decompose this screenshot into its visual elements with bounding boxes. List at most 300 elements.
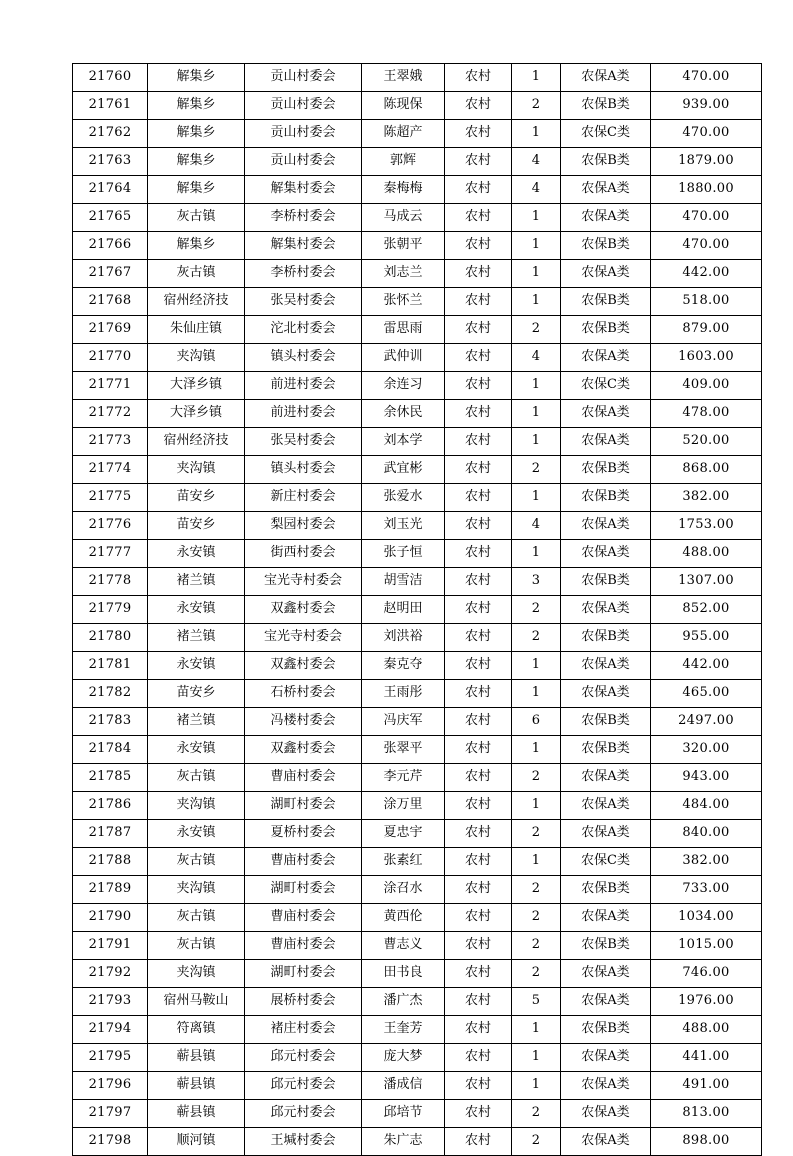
cell-town: 永安镇 bbox=[148, 596, 245, 624]
cell-village: 邱元村委会 bbox=[245, 1044, 362, 1072]
table-row bbox=[73, 344, 762, 372]
cell-type: 农村 bbox=[445, 596, 512, 624]
cell-count: 1 bbox=[512, 1044, 561, 1072]
cell-category: 农保A类 bbox=[561, 1128, 651, 1156]
cell-village: 湖町村委会 bbox=[245, 960, 362, 988]
cell-category: 农保B类 bbox=[561, 316, 651, 344]
cell-category: 农保A类 bbox=[561, 176, 651, 204]
cell-town: 宿州经济技 bbox=[148, 288, 245, 316]
table-row bbox=[73, 876, 762, 904]
cell-id: 21775 bbox=[73, 484, 148, 512]
cell-name: 张爱水 bbox=[362, 484, 445, 512]
cell-name: 武宜彬 bbox=[362, 456, 445, 484]
cell-category: 农保A类 bbox=[561, 652, 651, 680]
cell-name: 武仲训 bbox=[362, 344, 445, 372]
cell-category: 农保B类 bbox=[561, 932, 651, 960]
cell-category: 农保B类 bbox=[561, 288, 651, 316]
cell-amount: 470.00 bbox=[651, 120, 762, 148]
cell-name: 田书良 bbox=[362, 960, 445, 988]
cell-category: 农保B类 bbox=[561, 92, 651, 120]
cell-town: 苗安乡 bbox=[148, 680, 245, 708]
cell-count: 2 bbox=[512, 596, 561, 624]
subsidy-table bbox=[72, 63, 762, 1156]
cell-category: 农保A类 bbox=[561, 540, 651, 568]
cell-village: 解集村委会 bbox=[245, 176, 362, 204]
cell-village: 张吴村委会 bbox=[245, 288, 362, 316]
cell-town: 永安镇 bbox=[148, 736, 245, 764]
cell-category: 农保B类 bbox=[561, 708, 651, 736]
table-row bbox=[73, 792, 762, 820]
cell-village: 曹庙村委会 bbox=[245, 932, 362, 960]
cell-amount: 491.00 bbox=[651, 1072, 762, 1100]
cell-type: 农村 bbox=[445, 792, 512, 820]
cell-id: 21768 bbox=[73, 288, 148, 316]
cell-name: 涂召水 bbox=[362, 876, 445, 904]
cell-town: 苗安乡 bbox=[148, 484, 245, 512]
cell-count: 1 bbox=[512, 680, 561, 708]
cell-count: 1 bbox=[512, 288, 561, 316]
cell-type: 农村 bbox=[445, 876, 512, 904]
cell-type: 农村 bbox=[445, 652, 512, 680]
cell-village: 褚庄村委会 bbox=[245, 1016, 362, 1044]
cell-town: 夹沟镇 bbox=[148, 960, 245, 988]
cell-count: 2 bbox=[512, 960, 561, 988]
cell-name: 余连习 bbox=[362, 372, 445, 400]
cell-name: 秦克夺 bbox=[362, 652, 445, 680]
cell-village: 湖町村委会 bbox=[245, 792, 362, 820]
cell-type: 农村 bbox=[445, 64, 512, 92]
cell-category: 农保B类 bbox=[561, 148, 651, 176]
cell-town: 夹沟镇 bbox=[148, 344, 245, 372]
cell-type: 农村 bbox=[445, 484, 512, 512]
cell-amount: 868.00 bbox=[651, 456, 762, 484]
cell-category: 农保A类 bbox=[561, 344, 651, 372]
cell-category: 农保A类 bbox=[561, 1072, 651, 1100]
cell-amount: 1753.00 bbox=[651, 512, 762, 540]
cell-category: 农保A类 bbox=[561, 204, 651, 232]
cell-town: 宿州马鞍山 bbox=[148, 988, 245, 1016]
cell-town: 蕲县镇 bbox=[148, 1044, 245, 1072]
cell-category: 农保A类 bbox=[561, 64, 651, 92]
cell-name: 王雨彤 bbox=[362, 680, 445, 708]
cell-category: 农保A类 bbox=[561, 820, 651, 848]
cell-town: 夹沟镇 bbox=[148, 876, 245, 904]
cell-amount: 813.00 bbox=[651, 1100, 762, 1128]
cell-town: 解集乡 bbox=[148, 232, 245, 260]
cell-village: 贡山村委会 bbox=[245, 148, 362, 176]
cell-village: 镇头村委会 bbox=[245, 456, 362, 484]
cell-name: 夏忠宇 bbox=[362, 820, 445, 848]
cell-type: 农村 bbox=[445, 512, 512, 540]
cell-name: 陈超产 bbox=[362, 120, 445, 148]
table-row bbox=[73, 932, 762, 960]
cell-category: 农保B类 bbox=[561, 456, 651, 484]
table-row bbox=[73, 596, 762, 624]
cell-town: 解集乡 bbox=[148, 148, 245, 176]
cell-count: 4 bbox=[512, 176, 561, 204]
cell-name: 马成云 bbox=[362, 204, 445, 232]
cell-name: 张怀兰 bbox=[362, 288, 445, 316]
table-row bbox=[73, 848, 762, 876]
cell-count: 2 bbox=[512, 764, 561, 792]
cell-village: 解集村委会 bbox=[245, 232, 362, 260]
cell-town: 解集乡 bbox=[148, 120, 245, 148]
cell-count: 1 bbox=[512, 64, 561, 92]
cell-village: 双鑫村委会 bbox=[245, 596, 362, 624]
cell-type: 农村 bbox=[445, 1016, 512, 1044]
cell-category: 农保A类 bbox=[561, 904, 651, 932]
cell-amount: 943.00 bbox=[651, 764, 762, 792]
cell-town: 褚兰镇 bbox=[148, 708, 245, 736]
cell-amount: 484.00 bbox=[651, 792, 762, 820]
cell-id: 21779 bbox=[73, 596, 148, 624]
cell-count: 1 bbox=[512, 260, 561, 288]
cell-category: 农保A类 bbox=[561, 260, 651, 288]
cell-village: 李桥村委会 bbox=[245, 204, 362, 232]
cell-count: 1 bbox=[512, 204, 561, 232]
cell-name: 刘本学 bbox=[362, 428, 445, 456]
cell-type: 农村 bbox=[445, 680, 512, 708]
cell-id: 21766 bbox=[73, 232, 148, 260]
cell-type: 农村 bbox=[445, 176, 512, 204]
table-row bbox=[73, 400, 762, 428]
cell-name: 秦梅梅 bbox=[362, 176, 445, 204]
table-body bbox=[73, 64, 762, 1156]
table-row bbox=[73, 372, 762, 400]
cell-count: 1 bbox=[512, 484, 561, 512]
cell-amount: 1307.00 bbox=[651, 568, 762, 596]
cell-town: 永安镇 bbox=[148, 652, 245, 680]
cell-type: 农村 bbox=[445, 848, 512, 876]
cell-village: 前进村委会 bbox=[245, 400, 362, 428]
table-row bbox=[73, 288, 762, 316]
table-row bbox=[73, 1044, 762, 1072]
cell-type: 农村 bbox=[445, 1072, 512, 1100]
cell-id: 21795 bbox=[73, 1044, 148, 1072]
cell-name: 余休民 bbox=[362, 400, 445, 428]
cell-amount: 442.00 bbox=[651, 652, 762, 680]
cell-name: 黄西伦 bbox=[362, 904, 445, 932]
cell-amount: 470.00 bbox=[651, 64, 762, 92]
cell-village: 沱北村委会 bbox=[245, 316, 362, 344]
cell-id: 21792 bbox=[73, 960, 148, 988]
cell-name: 邱培节 bbox=[362, 1100, 445, 1128]
cell-category: 农保B类 bbox=[561, 1016, 651, 1044]
cell-type: 农村 bbox=[445, 904, 512, 932]
cell-id: 21771 bbox=[73, 372, 148, 400]
cell-count: 2 bbox=[512, 932, 561, 960]
cell-amount: 470.00 bbox=[651, 204, 762, 232]
cell-id: 21784 bbox=[73, 736, 148, 764]
table-row bbox=[73, 456, 762, 484]
cell-village: 贡山村委会 bbox=[245, 92, 362, 120]
cell-village: 贡山村委会 bbox=[245, 64, 362, 92]
cell-village: 冯楼村委会 bbox=[245, 708, 362, 736]
cell-village: 夏桥村委会 bbox=[245, 820, 362, 848]
table-row bbox=[73, 92, 762, 120]
cell-name: 刘洪裕 bbox=[362, 624, 445, 652]
cell-category: 农保A类 bbox=[561, 1044, 651, 1072]
cell-town: 灰古镇 bbox=[148, 260, 245, 288]
cell-type: 农村 bbox=[445, 260, 512, 288]
cell-amount: 1015.00 bbox=[651, 932, 762, 960]
cell-count: 1 bbox=[512, 540, 561, 568]
cell-id: 21772 bbox=[73, 400, 148, 428]
cell-category: 农保C类 bbox=[561, 120, 651, 148]
cell-category: 农保A类 bbox=[561, 764, 651, 792]
cell-name: 朱广志 bbox=[362, 1128, 445, 1156]
cell-type: 农村 bbox=[445, 540, 512, 568]
cell-village: 宝光寺村委会 bbox=[245, 624, 362, 652]
cell-type: 农村 bbox=[445, 932, 512, 960]
table-row bbox=[73, 1100, 762, 1128]
cell-amount: 840.00 bbox=[651, 820, 762, 848]
cell-category: 农保B类 bbox=[561, 232, 651, 260]
cell-village: 街西村委会 bbox=[245, 540, 362, 568]
cell-category: 农保B类 bbox=[561, 736, 651, 764]
cell-name: 赵明田 bbox=[362, 596, 445, 624]
table-row bbox=[73, 708, 762, 736]
cell-id: 21791 bbox=[73, 932, 148, 960]
cell-town: 顺河镇 bbox=[148, 1128, 245, 1156]
cell-id: 21796 bbox=[73, 1072, 148, 1100]
cell-village: 新庄村委会 bbox=[245, 484, 362, 512]
table-row bbox=[73, 988, 762, 1016]
table-row bbox=[73, 624, 762, 652]
cell-name: 曹志义 bbox=[362, 932, 445, 960]
cell-count: 1 bbox=[512, 792, 561, 820]
cell-town: 灰古镇 bbox=[148, 848, 245, 876]
cell-amount: 465.00 bbox=[651, 680, 762, 708]
cell-id: 21763 bbox=[73, 148, 148, 176]
cell-village: 张吴村委会 bbox=[245, 428, 362, 456]
cell-id: 21790 bbox=[73, 904, 148, 932]
cell-id: 21787 bbox=[73, 820, 148, 848]
cell-type: 农村 bbox=[445, 288, 512, 316]
cell-amount: 733.00 bbox=[651, 876, 762, 904]
cell-town: 解集乡 bbox=[148, 64, 245, 92]
cell-amount: 746.00 bbox=[651, 960, 762, 988]
cell-id: 21797 bbox=[73, 1100, 148, 1128]
cell-category: 农保B类 bbox=[561, 624, 651, 652]
cell-id: 21767 bbox=[73, 260, 148, 288]
table-row bbox=[73, 64, 762, 92]
table-row bbox=[73, 820, 762, 848]
cell-type: 农村 bbox=[445, 428, 512, 456]
cell-village: 双鑫村委会 bbox=[245, 652, 362, 680]
table-row bbox=[73, 260, 762, 288]
cell-category: 农保A类 bbox=[561, 400, 651, 428]
cell-amount: 1034.00 bbox=[651, 904, 762, 932]
cell-name: 刘志兰 bbox=[362, 260, 445, 288]
cell-category: 农保A类 bbox=[561, 960, 651, 988]
cell-amount: 1976.00 bbox=[651, 988, 762, 1016]
cell-town: 永安镇 bbox=[148, 540, 245, 568]
cell-count: 2 bbox=[512, 876, 561, 904]
cell-type: 农村 bbox=[445, 456, 512, 484]
cell-village: 镇头村委会 bbox=[245, 344, 362, 372]
cell-id: 21786 bbox=[73, 792, 148, 820]
cell-town: 朱仙庄镇 bbox=[148, 316, 245, 344]
cell-category: 农保A类 bbox=[561, 792, 651, 820]
table-row bbox=[73, 148, 762, 176]
cell-id: 21773 bbox=[73, 428, 148, 456]
cell-town: 夹沟镇 bbox=[148, 456, 245, 484]
cell-name: 庞大梦 bbox=[362, 1044, 445, 1072]
cell-amount: 1603.00 bbox=[651, 344, 762, 372]
cell-id: 21774 bbox=[73, 456, 148, 484]
cell-count: 1 bbox=[512, 848, 561, 876]
cell-amount: 939.00 bbox=[651, 92, 762, 120]
cell-type: 农村 bbox=[445, 736, 512, 764]
cell-town: 蕲县镇 bbox=[148, 1072, 245, 1100]
cell-type: 农村 bbox=[445, 624, 512, 652]
cell-type: 农村 bbox=[445, 372, 512, 400]
cell-amount: 320.00 bbox=[651, 736, 762, 764]
cell-type: 农村 bbox=[445, 568, 512, 596]
cell-village: 曹庙村委会 bbox=[245, 764, 362, 792]
cell-id: 21785 bbox=[73, 764, 148, 792]
cell-count: 1 bbox=[512, 120, 561, 148]
cell-type: 农村 bbox=[445, 960, 512, 988]
cell-id: 21780 bbox=[73, 624, 148, 652]
cell-type: 农村 bbox=[445, 120, 512, 148]
cell-town: 灰古镇 bbox=[148, 764, 245, 792]
cell-name: 李元芹 bbox=[362, 764, 445, 792]
cell-id: 21761 bbox=[73, 92, 148, 120]
cell-type: 农村 bbox=[445, 1100, 512, 1128]
cell-id: 21776 bbox=[73, 512, 148, 540]
cell-id: 21769 bbox=[73, 316, 148, 344]
cell-count: 4 bbox=[512, 148, 561, 176]
cell-category: 农保A类 bbox=[561, 988, 651, 1016]
cell-name: 刘玉光 bbox=[362, 512, 445, 540]
cell-count: 2 bbox=[512, 456, 561, 484]
cell-count: 2 bbox=[512, 1128, 561, 1156]
cell-id: 21793 bbox=[73, 988, 148, 1016]
cell-name: 郭辉 bbox=[362, 148, 445, 176]
cell-count: 2 bbox=[512, 624, 561, 652]
cell-category: 农保C类 bbox=[561, 848, 651, 876]
cell-count: 1 bbox=[512, 232, 561, 260]
cell-amount: 520.00 bbox=[651, 428, 762, 456]
cell-count: 1 bbox=[512, 428, 561, 456]
cell-amount: 470.00 bbox=[651, 232, 762, 260]
cell-amount: 898.00 bbox=[651, 1128, 762, 1156]
cell-type: 农村 bbox=[445, 92, 512, 120]
cell-amount: 879.00 bbox=[651, 316, 762, 344]
table-row bbox=[73, 1072, 762, 1100]
cell-name: 潘广杰 bbox=[362, 988, 445, 1016]
cell-name: 涂万里 bbox=[362, 792, 445, 820]
cell-amount: 1879.00 bbox=[651, 148, 762, 176]
table-row bbox=[73, 736, 762, 764]
cell-amount: 852.00 bbox=[651, 596, 762, 624]
cell-count: 2 bbox=[512, 1100, 561, 1128]
table-row bbox=[73, 204, 762, 232]
table-row bbox=[73, 232, 762, 260]
cell-category: 农保A类 bbox=[561, 596, 651, 624]
cell-village: 曹庙村委会 bbox=[245, 848, 362, 876]
cell-id: 21798 bbox=[73, 1128, 148, 1156]
cell-amount: 478.00 bbox=[651, 400, 762, 428]
cell-id: 21788 bbox=[73, 848, 148, 876]
cell-name: 胡雪洁 bbox=[362, 568, 445, 596]
cell-id: 21789 bbox=[73, 876, 148, 904]
table-row bbox=[73, 316, 762, 344]
table-row bbox=[73, 960, 762, 988]
cell-type: 农村 bbox=[445, 988, 512, 1016]
cell-village: 前进村委会 bbox=[245, 372, 362, 400]
cell-name: 王奎芳 bbox=[362, 1016, 445, 1044]
cell-type: 农村 bbox=[445, 1044, 512, 1072]
cell-count: 1 bbox=[512, 372, 561, 400]
cell-town: 灰古镇 bbox=[148, 904, 245, 932]
cell-id: 21782 bbox=[73, 680, 148, 708]
cell-amount: 2497.00 bbox=[651, 708, 762, 736]
cell-town: 符离镇 bbox=[148, 1016, 245, 1044]
cell-town: 苗安乡 bbox=[148, 512, 245, 540]
cell-village: 李桥村委会 bbox=[245, 260, 362, 288]
cell-name: 张翠平 bbox=[362, 736, 445, 764]
cell-category: 农保C类 bbox=[561, 372, 651, 400]
cell-id: 21770 bbox=[73, 344, 148, 372]
cell-count: 4 bbox=[512, 512, 561, 540]
cell-count: 2 bbox=[512, 316, 561, 344]
cell-count: 2 bbox=[512, 904, 561, 932]
cell-id: 21783 bbox=[73, 708, 148, 736]
cell-category: 农保B类 bbox=[561, 876, 651, 904]
cell-id: 21764 bbox=[73, 176, 148, 204]
cell-category: 农保A类 bbox=[561, 428, 651, 456]
cell-village: 双鑫村委会 bbox=[245, 736, 362, 764]
cell-town: 灰古镇 bbox=[148, 932, 245, 960]
table-row bbox=[73, 904, 762, 932]
cell-type: 农村 bbox=[445, 1128, 512, 1156]
cell-category: 农保B类 bbox=[561, 568, 651, 596]
table-row bbox=[73, 428, 762, 456]
cell-name: 张子恒 bbox=[362, 540, 445, 568]
cell-id: 21760 bbox=[73, 64, 148, 92]
cell-amount: 442.00 bbox=[651, 260, 762, 288]
cell-count: 2 bbox=[512, 92, 561, 120]
cell-type: 农村 bbox=[445, 820, 512, 848]
cell-amount: 488.00 bbox=[651, 1016, 762, 1044]
cell-name: 冯庆军 bbox=[362, 708, 445, 736]
cell-count: 5 bbox=[512, 988, 561, 1016]
table-row bbox=[73, 652, 762, 680]
cell-amount: 409.00 bbox=[651, 372, 762, 400]
cell-category: 农保B类 bbox=[561, 484, 651, 512]
cell-village: 邱元村委会 bbox=[245, 1072, 362, 1100]
cell-town: 解集乡 bbox=[148, 92, 245, 120]
table-row bbox=[73, 540, 762, 568]
cell-count: 4 bbox=[512, 344, 561, 372]
cell-name: 张素红 bbox=[362, 848, 445, 876]
cell-count: 6 bbox=[512, 708, 561, 736]
table-row bbox=[73, 680, 762, 708]
cell-village: 湖町村委会 bbox=[245, 876, 362, 904]
cell-name: 王翠娥 bbox=[362, 64, 445, 92]
cell-type: 农村 bbox=[445, 708, 512, 736]
cell-category: 农保A类 bbox=[561, 1100, 651, 1128]
table-row bbox=[73, 176, 762, 204]
cell-type: 农村 bbox=[445, 204, 512, 232]
cell-category: 农保A类 bbox=[561, 512, 651, 540]
cell-type: 农村 bbox=[445, 316, 512, 344]
cell-town: 大泽乡镇 bbox=[148, 400, 245, 428]
table-row bbox=[73, 484, 762, 512]
